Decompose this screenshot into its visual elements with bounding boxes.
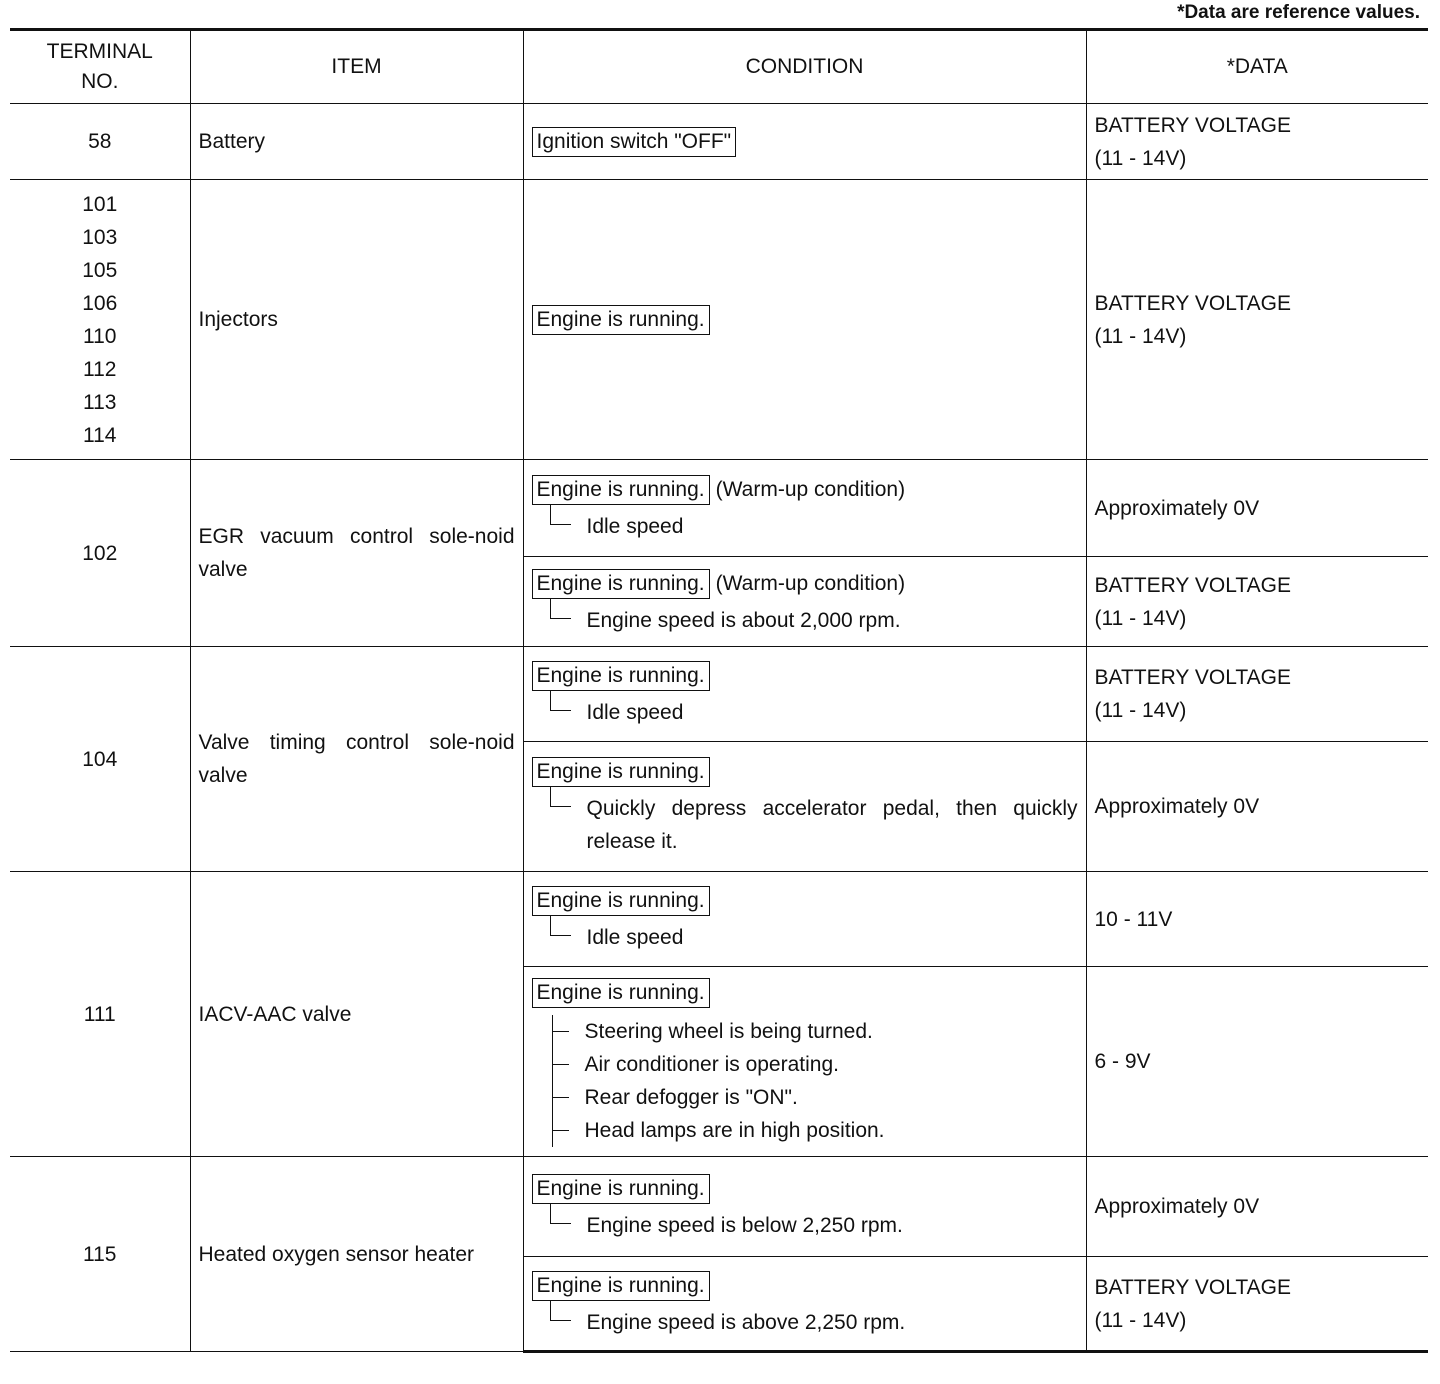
table-row [10,460,1428,557]
condition-cell [523,1157,1086,1257]
item-cell: IACV-AAC valve [190,872,523,1157]
condition-box: Engine is running. [532,978,710,1008]
data-cell: BATTERY VOLTAGE (11 - 14V) [1086,180,1428,460]
sub-condition-text: Idle speed [586,701,684,724]
condition-line [532,125,1078,158]
tree-item-text: Steering wheel is being turned. [584,1020,873,1043]
condition-line [532,884,1078,917]
terminal-cell: 115 [10,1157,190,1352]
sub-condition [532,1209,1078,1242]
branch-line-icon [550,690,571,711]
condition-box: Engine is running. [532,475,710,505]
sub-condition-text: Quickly depress accelerator pedal, then quickly release it. [586,797,1078,853]
tree-item-text: Air conditioner is operating. [584,1053,839,1076]
condition-box: Engine is running. [532,1271,710,1301]
condition-line [532,473,1078,506]
data-cell: Approximately 0V [1086,742,1428,872]
sub-condition-text: Engine speed is above 2,250 rpm. [586,1310,906,1334]
table-row [10,104,1428,180]
header-condition: CONDITION [523,30,1086,104]
condition-cell [523,180,1086,460]
terminal-cell: 101 103 105 106 110 112 113 114 [10,180,190,460]
branch-line-icon [550,598,571,619]
data-cell: 6 - 9V [1086,967,1428,1157]
tree-branch-icon [553,1031,569,1032]
sub-condition [532,921,1078,954]
item-cell: Injectors [190,180,523,460]
header-row [10,30,1428,104]
condition-cell [523,742,1086,872]
tree-branch-icon [553,1097,569,1098]
condition-cell [523,872,1086,967]
item-cell: Battery [190,104,523,180]
header-item: ITEM [190,30,523,104]
table-row [10,647,1428,742]
data-cell: BATTERY VOLTAGE (11 - 14V) [1086,1257,1428,1352]
header-terminal [10,30,190,104]
condition-box: Engine is running. [532,757,710,787]
condition-cell [523,104,1086,180]
condition-extra: (Warm-up condition) [715,571,906,595]
condition-box: Engine is running. [532,569,710,599]
tree-item [553,1114,1078,1147]
branch-line-icon [550,786,571,807]
sub-condition [532,604,1078,637]
tree-item [553,1048,1078,1081]
condition-extra: (Warm-up condition) [715,478,906,501]
table-body [10,104,1428,1352]
data-cell: BATTERY VOLTAGE (11 - 14V) [1086,647,1428,742]
condition-cell [523,967,1086,1157]
sub-condition-text: Idle speed [586,515,684,538]
terminal-cell: 104 [10,647,190,872]
tree-item [553,1081,1078,1114]
terminal-cell: 58 [10,104,190,180]
data-cell: BATTERY VOLTAGE (11 - 14V) [1086,104,1428,180]
condition-box: Engine is running. [532,305,710,335]
branch-line-icon [550,915,571,936]
reference-note: *Data are reference values. [1177,2,1420,23]
condition-box: Engine is running. [532,1174,710,1204]
data-cell: Approximately 0V [1086,1157,1428,1257]
condition-line [532,659,1078,692]
condition-box: Engine is running. [532,886,710,916]
condition-cell [523,1257,1086,1352]
table-row [10,872,1428,967]
condition-line [532,303,1078,336]
condition-cell [523,460,1086,557]
sub-condition [532,792,1078,858]
sub-condition [532,1306,1078,1339]
branch-line-icon [550,1203,571,1224]
branch-line-icon [550,504,571,525]
sub-condition-text: Engine speed is about 2,000 rpm. [586,608,901,632]
condition-line [532,1269,1078,1302]
condition-cell [523,647,1086,742]
sub-condition [532,510,1078,543]
terminal-data-table [10,28,1428,1353]
condition-line [532,567,1078,600]
header-data: *DATA [1086,30,1428,104]
sub-condition-text: Engine speed is below 2,250 rpm. [586,1213,903,1237]
condition-line [532,976,1078,1009]
data-cell: BATTERY VOLTAGE (11 - 14V) [1086,557,1428,647]
table-row [10,1157,1428,1257]
item-cell: Heated oxygen sensor heater [190,1157,523,1352]
data-cell: 10 - 11V [1086,872,1428,967]
tree-item-text: Head lamps are in high position. [584,1119,885,1142]
condition-box: Ignition switch "OFF" [532,127,737,157]
condition-tree [552,1015,1078,1147]
condition-cell [523,557,1086,647]
table-row [10,180,1428,460]
tree-branch-icon [553,1130,569,1131]
tree-item-text: Rear defogger is "ON". [584,1086,798,1109]
data-cell: Approximately 0V [1086,460,1428,557]
condition-line [532,1172,1078,1205]
terminal-cell: 102 [10,460,190,647]
condition-line [532,755,1078,788]
terminal-cell: 111 [10,872,190,1157]
sub-condition [532,696,1078,729]
item-cell: EGR vacuum control sole-noid valve [190,460,523,647]
tree-item [553,1015,1078,1048]
branch-line-icon [550,1300,571,1321]
condition-box: Engine is running. [532,661,710,691]
item-cell: Valve timing control sole-noid valve [190,647,523,872]
sub-condition-text: Idle speed [586,926,684,949]
tree-branch-icon [553,1064,569,1065]
header-terminal-text: TERMINAL NO. [46,40,153,93]
